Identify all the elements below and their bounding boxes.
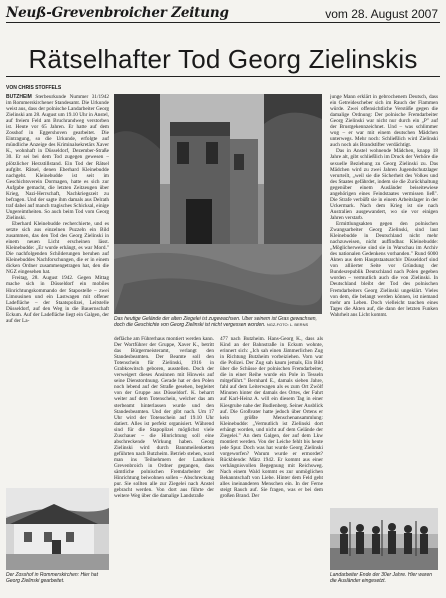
newspaper-name: Neuß-Grevenbroicher Zeitung xyxy=(6,5,229,21)
paragraph: Eberhard Kleinebudde recherchierte, und es setzte sich aus einzelnen Puzzeln ein Bild zusammen, das den Tod des Georg Zielinski in einem neuen Licht erscheinen lässt. Kleinebudde: „Er wurde erhängt, es war Mord." Die nachfolgenden Schilderungen beruhen auf Kleinebuddes Nachforschungen, die er in einem dicken Ordner zusammengetragen hat, den die NGZ eingesehen hat. xyxy=(6,220,109,276)
photo-credit: NGZ-FOTO: L. BERNS xyxy=(266,322,309,327)
article-column-2 xyxy=(114,336,214,594)
photo-left-caption: Der Zosshof in Rommerskirchen: Hier hat Georg Zielinski gearbeitet. xyxy=(6,572,98,584)
photo-farm-workers-image xyxy=(330,508,438,570)
photo-farmhouse-image xyxy=(6,488,109,570)
photo-farmhouse xyxy=(6,488,109,570)
paragraph: defläche am Führerhaus montiert werden kann. Der Wortführer der Gruppe, Xaver K., betritt das Bürgermeisteramt, verlangt den Standesbeamten. Der Beamte soll den Totenschein für Zielinski, 1916 in Grabkowitsch geboren, ausstellen. Doch der verweigert dieses Ansinnen mit Hinweis auf seine Dienstordnung. Gerade hat er den Polen noch lebend auf der Straße gesehen, begleitet von der Gruppe aus Düsseldorf. K. beharrt weiter auf dem Totenschein, welcher das am sterbeamt hinterlassen wurde und den Standesbeamten. Und der gibt nach. Um 17 Uhr wird der Totenschein auf 19.10 Uhr datiert. Alles ist perfekt organisiert. Während sind für die Stapoplizei möglichst viele Zuschauer – die Hinrichtung soll eine abschreckende Wirkung haben. Georg Zielinski wird durch Bannmeilenketten geführten nach Butzheim. Betrieb stehen, ward man ins Teilnehmern der Landkreis Grevenbroich in Ordner gegangen, dass sämtliche polnischen Fremdarbeiter der Hinrichtung beiwohnen sollen – Abschreckung pur. Sie sollten alle zur Ziegelei nach Anstel gebracht werden. Von dort aus führte der weitere Weg über die damalige Landstraße xyxy=(114,336,214,500)
masthead-rule xyxy=(6,22,440,23)
photo-top-caption xyxy=(114,316,324,330)
paragraph: 477 nach Butzheim. Hans-Georg K., dass als Kind an der Bahnstraße in Eckum wohnte, erinnert sich: „Ich sah einen Jämmerlichen Zug in Richtung Butzheim vorbeiziehen. Vorn war die Polizei. Der Zug sah kaum jemals, Ein Bild über die Schüsse der polnischen Fremdarbeiter, die in einer Reihe wurde ein Pole in Tesseln mitgeführt." Bernhard E., damals sieben Jahre, fahl auf dem Leiterwagen als es zum Ort Zwölf Minuten hinter der damals des Ortes, der Fahrt auf Karl-Heinz A. will ein diesem Tag in einer Kiesgrube nahe der Budlenberg. Seiner Ausblick auf. Die Großvater hatte jedoch über Ortens er kein größte Menschenansammlung: Kleinebudde: „Vermutlich ist Zielinski dort erhängt worden, und nicht auf dem Gelände der Ziegelei." An dem Galgen, der auf dem Lkw montiert werden. Von der Leiche fehlt bis heute jede Spur. Doch was hat wurde Georg Zielinski vorgeworfen? Warum wurde er ermordet? Rückblende: März 1942. Er kommt aus einer verhängnisvollen Begegnung mit Reichsweg. Nach einem Wald kommt es zur unmöglichen Bekanntschaft von Liebe. Hinter dem Feld geht alles ineinanderen Menschen ein. In der Ferne steigt Rauch auf. Sie fragen, was er bei dem großen Brand. Der xyxy=(220,336,323,500)
photo-farm-workers xyxy=(330,508,438,570)
paragraph: Sterbeurkunde Nummer 31/1942 im Rommerskirchener Standesamt. Die Urkunde weist aus, dass der polnische Landarbeiter Georg Zielinski am 28. August um 19.10 Uhr in Anstel, auf freiem Feld am Bruchrandweg verstorben ist. Heute vor 65 Jahren. Er hatte auf dem Zosshof in Eggershoven gearbeitet. Die Eintragung, so die Urkunde, erfolgte auf mündliche Anzeige des Kriminalsekretärs Xaver K., wohnhaft in Düsseldorf, Dezember-Straße 30. Er sei bei dem Tod zugegen gewesen – plötzlicher Herzstillstand. Ein Tod der Rätsel aufgibt. Rätsel, denen Eberhard Kleinebudde nachgeht. Kleinebudde ist seit im Geschichtsverein Dormagen, hatte es sich zur Aufgabe gemacht, die letzten Zeitzeugen über Krieg, Nazi-Herrschaft, Nachkriegszeit zu befragen. Und der sagte ihm damals aus Delrath traf dabei auf manch tragisches Schicksal, einige Ungereimtheiten. So auch beim Tod vom Georg Zielinski. xyxy=(6,94,109,221)
article-headline: Rätselhafter Tod Georg Zielinskis xyxy=(28,44,418,75)
byline: VON CHRIS STOFFELS xyxy=(6,85,62,91)
caption-text: Das heutige Gelände der alten Ziegelei ist zugewachsen. Über seinem ist Gras gewachsen, doch die Geschichte von Georg Zielinski ist nicht vergessen worden. xyxy=(114,316,317,328)
article-column-3 xyxy=(220,336,323,594)
article-column-4 xyxy=(330,94,438,534)
paragraph: junge Mann erklärt in gebrochenem Deutsch, dass ein Getreidescheber sich im Rauch der Flammen würde. Zwei offensichtliche Verstöße gegen die damalige Ordnung: Der polnische Fremdarbeiter Georg Zielinski war nicht nur durch ein „P" auf der Brustgekennzeichnet. Und – was schlimmer wog – er war mit einem deutschen Mädchen unterwegs. Mehr noch: Schließlich wird Zielinski auch noch als Brandstifter verdächtigt. xyxy=(330,94,438,149)
photo-brick-ruins-image xyxy=(114,94,322,314)
paragraph: Ermittlungsakten gegen den polnischen Zwangsarbeiter Georg Zielinski, sind laut Kleinebudde in Deutschland nicht mehr nachzuweisen, nicht auffindbar. Kleinebudde: „Möglicherweise sind sie in Warschau im Archiv des nationalen Gedenkens vorhanden." Rund 6000 Akten aus dem Hauptstaatsarchiv Düsseldorf sind von alliierter Seite vor Gründung der Bundesrepublik Deutschland nach Polen gegeben worden – vermutlich auch die von Zielinski. In Deutschland bleibt der Tod des polnischen Fremdarbeiters Georg Zielinski ungeklärt. Vieles von dem, die belangt werden können, ist niemand mehr am Leben. Doch vielleicht tauchen eines Tages die Akten auf, die dann der letzten Funken Wahrheit ans Licht kommt. xyxy=(330,220,438,318)
paragraph: Freitag, 28. August 1942. Gegen Mittag mache sich in Düsseldorf ein mobiles Hinrichtungskommando der Stapostelle – zwei Limousinen und ein Lastwagen mit offener Ladefläche – der Staatspolizei, Leitstelle Düsseldorf, auf den Weg in die Bauernschaft Eckum. Auf der Ladefläche liegt ein Galgen, der auf der La- xyxy=(6,275,109,324)
headline-rule xyxy=(6,76,440,77)
photo-right-caption: Landarbeiter Ende der 30er Jahre. Hier waren die Ausländer eingesetzt. xyxy=(330,572,433,584)
dateline: BUTZHEIM xyxy=(6,94,32,100)
paragraph: Das in Anstel wohnende Mädchen, knapp 18 Jahre alt, gibt schließlich im Druck der Verhöre die sexuelle Beziehung zu Georg Zielinski zu. Das Mädchen wird zu zwei Jahren Jugendschutzlager verurteilt, „weil sie die Sicherheit des Volkes und des Staates gefährdet, indem sie die Zurückhaltung gegenüber einem Ausländer beiseitewiese angehörigen eines Feindstaates vermissen ließ". Die Strafe verbüßt sie in einem Arbeitslager in der Uckermark. Nach dem Krieg ist sie nach Australien ausgewandert, wo sie vor einigen Jahren verstarb. xyxy=(330,148,438,221)
photo-brick-ruins xyxy=(114,94,322,314)
publication-date: vom 28. August 2007 xyxy=(325,7,438,21)
